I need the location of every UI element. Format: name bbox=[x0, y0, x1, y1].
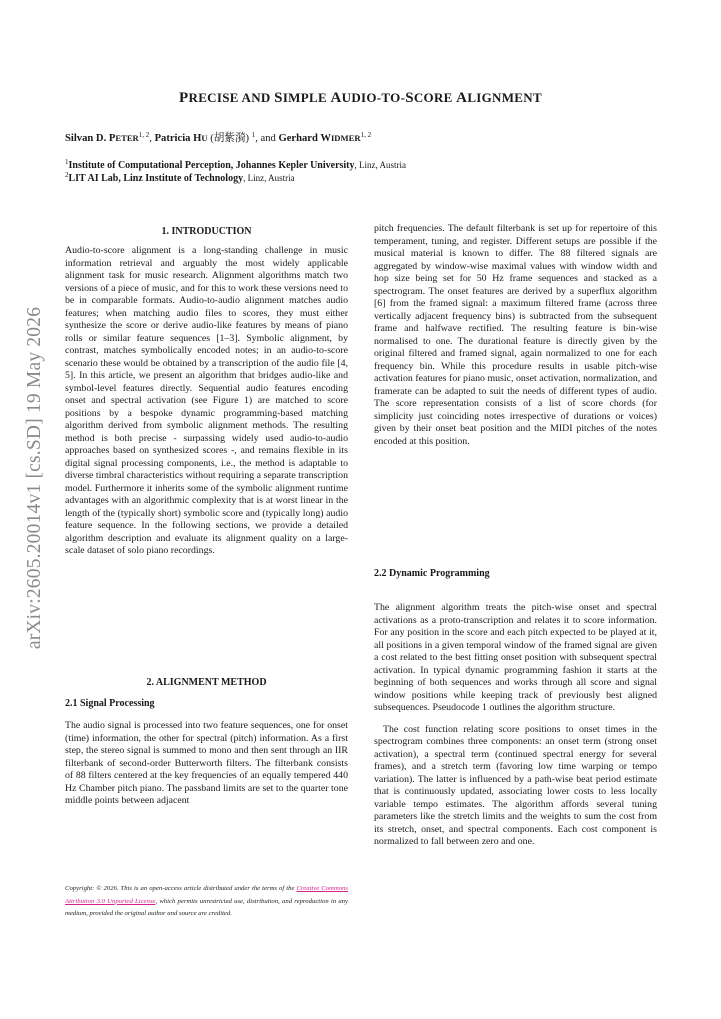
section-heading-alignment-method: 2. ALIGNMENT METHOD bbox=[146, 677, 267, 688]
subsection-heading-signal-processing: 2.1 Signal Processing bbox=[65, 698, 155, 709]
affiliation-1: $^1$Institute of Computational Perception, Johannes Kepler University, Linz, Austria bbox=[65, 158, 407, 171]
subsection-heading-dynamic-programming: 2.2 Dynamic Programming bbox=[374, 568, 490, 579]
section-heading-introduction: 1. INTRODUCTION bbox=[161, 226, 252, 237]
author-list: Silvan D. PETER$^{1, 2}$, Patricia HU (胡紫漪) $^1$, and Gerhard WIDMER$^{1, 2}$ bbox=[65, 131, 372, 144]
paragraph: pitch frequencies. The default filterbank is set up for repertoire of this temperament, tuning, and register. Different setups are possible if the musical material is known to differ. The 88 filtered signals are aggregated by window-wise maximal values with window width and hop size being set for 50 Hz frame sequences and stacked as a spectrogram. The onset features are derived by a superflux algorithm [6] from the framed signal: a maximum filtered frame (across three vertically adjacent frequency bins) is subtracted from the subsequent frame and halfwave rectified. The resulting feature is bin-wise normalised to one. The durational feature is directly given by the original filtered and framed signal, again normalized to one for each frequency bin. While this procedure results in usable pitch-wise activation features for piano music, onset activation, normalization, and framerate can be adapted to suit the needs of different types of audio. The score representation consists of a list of score chords (for simplicity just coinciding notes irrespective of durations or voices) given by their onset beat position and the MIDI pitches of the notes encoded at this position. bbox=[374, 223, 657, 447]
paragraph: The audio signal is processed into two feature sequences, one for onset (time) information, the other for spectral (pitch) information. As a first step, the stereo signal is summed to mono and then sent through an IIR filterbank of second-order Butterworth filters. The filterbank consists of 88 filters centered at the key frequencies of an equally tempered 440 Hz Chamber pitch piano. The passband limits are set to the quarter tone middle points between adjacent bbox=[65, 720, 348, 806]
paper-title: PRECISE AND SIMPLE AUDIO-TO-SCORE ALIGNMENT bbox=[179, 90, 542, 106]
author-hu: Patricia HU bbox=[154, 133, 208, 144]
signal-processing-continued bbox=[374, 223, 657, 448]
arxiv-sidebar-stamp bbox=[23, 258, 48, 698]
author-widmer: Gerhard WIDMER bbox=[278, 133, 361, 144]
affiliation-2: $^2$LIT AI Lab, Linz Institute of Technology, Linz, Austria bbox=[65, 171, 295, 184]
dynamic-programming-body bbox=[374, 602, 657, 849]
introduction-body bbox=[65, 245, 348, 558]
author-peter: Silvan D. PETER bbox=[65, 133, 139, 144]
license-link[interactable]: Creative Commons Attribution 3.0 Unported License bbox=[65, 885, 348, 905]
copyright-notice: Copyright: © 2026. This is an open-access article distributed under the terms of the Creative Commons Attribution 3.0 Unported License, which permits unrestricted use, distribution, and reproduction in any medium, provided the original author and source are credited. bbox=[65, 885, 348, 917]
paragraph: The cost function relating score positions to onset times in the spectrogram combines three components: an onset term (strong onset activation), a spectral term (continued spectral energy for several frames), and a stretch term (favoring low time warping or tempo variation). The latter is influenced by a path-wise beat period estimate that is continuously updated, associating lower costs to less locally variable tempo estimates. The algorithm affords several tuning parameters like the stretch limits and the weights to sum the cost from its stretch, onset, and spectral components. Each cost component is normalized to fall between zero and one. bbox=[374, 723, 657, 847]
paragraph: Audio-to-score alignment is a long-standing challenge in music information retrieval and arguably the most widely applicable alignment task for music research. Alignment algorithms match two versions of a piece of music, and for this to work these versions need to be in comparable formats. Audio-to-audio alignment matches audio features; when matching audio files to scores, they must either synthesize the score or derive audio-like features by means of piano rolls or similar feature sequences [1–3]. Symbolic alignment, by contrast, matches symbolically encoded notes; in an audio-to-score scenario these would be obtained by a transcription of the audio file [4, 5]. In this article, we present an algorithm that bridges audio-like and symbol-level features directly. Sequential audio features encoding onset and spectral activation (see Figure 1) are matched to score positions by a bespoke dynamic programming-based matching algorithm derived from symbolic alignment methods. The resulting method is both precise - surpassing widely used audio-to-audio approaches based on synthesized scores -, and remains flexible in its digital signal processing components, i.e., the method is adaptable to diverse timbral characteristics without requiring a separate transcription model. Furthermore it inherits some of the symbolic alignment runtime advantages with an algorithmic complexity that is at worst linear in the length of the (typically short) symbolic score and (typically long) audio feature sequence. In the following sections, we provide a detailed algorithm description and evaluate its alignment quality on a large-scale dataset of solo piano recordings. bbox=[65, 245, 348, 556]
arxiv-id[interactable]: arXiv:2605.20014v1 [cs.SD] 19 May 2026 bbox=[24, 306, 46, 650]
paragraph: The alignment algorithm treats the pitch-wise onset and spectral activations as a proto-transcription and relates it to score information. For any position in the score and each pitch expected to be played at it, all positions in a given temporal window of the framed signal are given a cost related to the best fitting onset position with subsequent spectral activation. In typical dynamic programming fashion it starts at the beginning of both sequences and works through all score and signal window positions while keeping track of previously best aligned subsequences. Pseudocode 1 outlines the algorithm structure. bbox=[374, 602, 657, 713]
signal-processing-body bbox=[65, 720, 348, 808]
affiliations bbox=[65, 159, 406, 185]
